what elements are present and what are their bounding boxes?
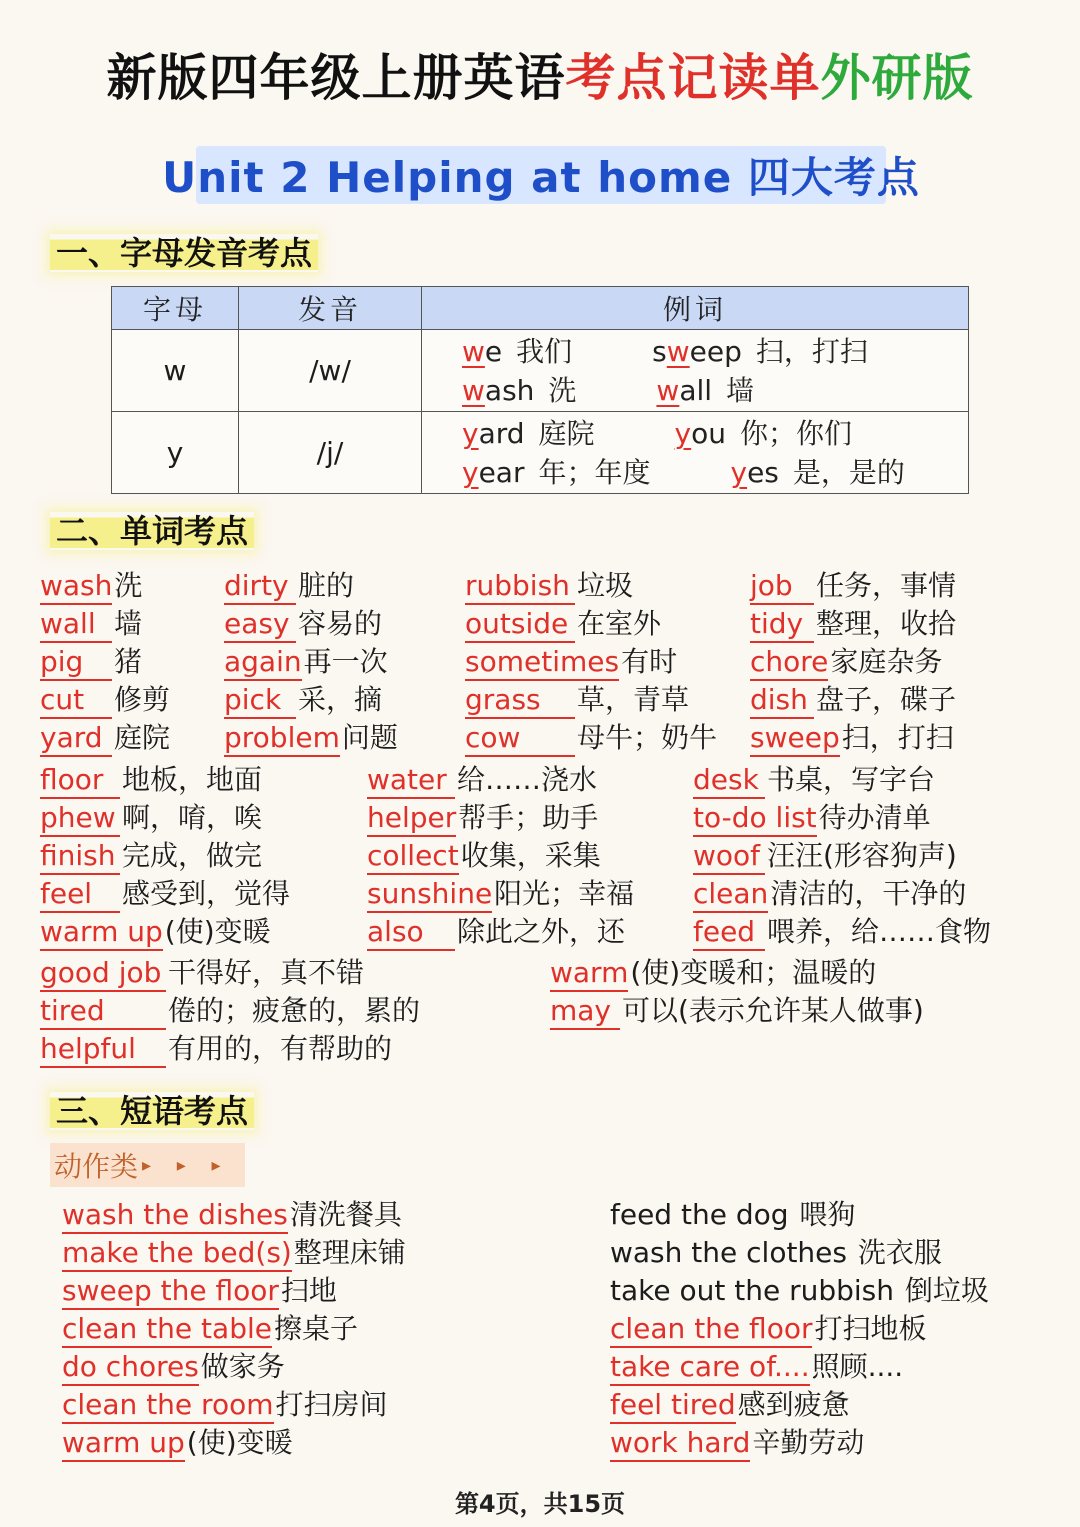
example-highlight: w: [656, 373, 680, 407]
phrase-cn: (使)变暖: [186, 1426, 293, 1459]
phrase-cn: 辛勤劳动: [752, 1426, 865, 1459]
vocab-word: may: [550, 994, 620, 1030]
example-suffix: es: [747, 455, 779, 489]
vocab-item: [224, 678, 382, 719]
vocab-meaning: 草，青草: [577, 683, 690, 716]
phonics-table: [111, 286, 969, 494]
vocab-item: [750, 640, 942, 681]
example-suffix: ou: [691, 416, 727, 450]
vocab-row: [0, 910, 1080, 948]
example-meaning: 庭院: [538, 416, 595, 450]
vocab-meaning: 汪汪(形容狗声): [767, 839, 957, 872]
example-highlight: w: [666, 334, 690, 368]
vocab-item: [465, 716, 717, 757]
phrase-item: [62, 1231, 406, 1272]
vocab-meaning: 可以(表示允许某人做事): [622, 994, 924, 1027]
phonics-row: [112, 412, 969, 494]
vocab-word: helpful: [40, 1032, 166, 1068]
vocab-meaning: 容易的: [298, 607, 383, 640]
phrase-en: make the bed(s): [62, 1236, 292, 1272]
phonics-sound: /j/: [239, 412, 422, 494]
vocab-meaning: 问题: [341, 721, 398, 754]
vocab-item: [550, 951, 876, 992]
title-black: 新版四年级上册英语: [106, 49, 566, 107]
example-line: [462, 414, 968, 453]
phrase-row: [0, 1193, 1080, 1231]
phrase-cn: 扫地: [280, 1274, 337, 1307]
example-en: [675, 417, 726, 450]
vocab-word: warm up: [40, 915, 163, 951]
section-heading-phrases: 三、短语考点: [50, 1086, 254, 1132]
vocab-meaning: 家庭杂务: [830, 645, 943, 678]
vocab-word: sunshine: [367, 877, 492, 913]
vocab-item: [465, 564, 633, 605]
phrase-item: [610, 1421, 864, 1462]
phrase-en: sweep the floor: [62, 1274, 279, 1310]
vocab-item: [40, 951, 364, 992]
phonics-sound: /w/: [239, 330, 422, 412]
example-suffix: ear: [478, 455, 525, 489]
vocab-item: [40, 640, 142, 681]
vocab-word: outside: [465, 607, 575, 643]
phrase-item: [610, 1231, 942, 1271]
vocab-item: [367, 834, 601, 875]
vocab-word: dish: [750, 683, 814, 719]
vocab-item: [550, 989, 924, 1030]
example-meaning: 是，是的: [792, 455, 905, 489]
phrase-row: [0, 1269, 1080, 1307]
vocab-word: also: [367, 915, 455, 951]
vocab-row: [0, 951, 1080, 989]
example-meaning: 你；你们: [740, 416, 853, 450]
vocab-meaning: 整理，收拾: [816, 607, 957, 640]
example-highlight: w: [462, 334, 485, 368]
vocab-item: [40, 1027, 392, 1068]
phrase-cn: 清洗餐具: [289, 1198, 402, 1231]
vocab-meaning: 书桌，写字台: [767, 763, 936, 796]
vocab-item: [40, 602, 142, 643]
vocab-word: finish: [40, 839, 120, 875]
phrase-cn: 打扫房间: [275, 1388, 388, 1421]
example-highlight: w: [462, 373, 485, 407]
example-highlight: y: [674, 416, 692, 450]
vocab-meaning: 完成，做完: [122, 839, 263, 872]
vocab-item: [40, 989, 420, 1030]
vocab-word: feel: [40, 877, 120, 913]
vocab-meaning: 洗: [114, 569, 143, 602]
vocab-meaning: 垃圾: [577, 569, 634, 602]
vocab-row: [0, 716, 1080, 754]
page-footer: 第4页，共15页: [454, 1490, 626, 1518]
vocab-item: [40, 678, 170, 719]
vocab-word: clean: [693, 877, 768, 913]
phrase-category-label: 动作类: [54, 1150, 139, 1183]
arrow-icons: ▸ ▸ ▸: [142, 1154, 231, 1176]
vocab-meaning: 喂养，给……食物: [767, 915, 992, 948]
example-suffix: eep: [689, 334, 742, 368]
vocab-meaning: (使)变暖: [164, 915, 271, 948]
phrase-row: [0, 1345, 1080, 1383]
phrase-cn: 打扫地板: [814, 1312, 927, 1345]
phrase-item: [62, 1345, 285, 1386]
page-title: [0, 38, 1080, 110]
vocab-meaning: 啊，唷，唉: [122, 801, 263, 834]
phrase-en: clean the room: [62, 1388, 274, 1424]
vocab-meaning: (使)变暖和；温暖的: [630, 956, 877, 989]
phrase-cn: 整理床铺: [293, 1236, 406, 1269]
phrase-en: work hard: [610, 1426, 750, 1462]
vocab-item: [693, 796, 931, 837]
vocab-meaning: 待办清单: [818, 801, 931, 834]
vocab-meaning: 墙: [114, 607, 143, 640]
example-word: [652, 332, 868, 371]
example-word: [462, 414, 595, 453]
example-line: [462, 332, 968, 371]
phrase-en: wash the dishes: [62, 1198, 288, 1234]
vocab-meaning: 扫，打扫: [841, 721, 954, 754]
vocab-word: dirty: [224, 569, 296, 605]
vocab-meaning: 采，摘: [298, 683, 383, 716]
vocab-item: [40, 796, 262, 837]
vocab-word: desk: [693, 763, 765, 799]
phonics-letter: w: [112, 330, 239, 412]
vocab-word: cut: [40, 683, 112, 719]
example-suffix: all: [679, 373, 713, 407]
vocab-word: wall: [40, 607, 112, 643]
phonics-examples: [422, 330, 969, 412]
vocab-word: chore: [750, 645, 828, 681]
phrase-item: [62, 1307, 358, 1348]
phrase-item: [62, 1269, 337, 1310]
vocab-item: [367, 872, 634, 913]
phrase-row: [0, 1383, 1080, 1421]
phrase-item: [610, 1345, 903, 1386]
phonics-row: [112, 330, 969, 412]
vocab-item: [40, 758, 262, 799]
example-meaning: 年；年度: [538, 455, 651, 489]
vocab-word: warm: [550, 956, 628, 992]
phrase-en: clean the floor: [610, 1312, 812, 1348]
example-suffix: ard: [478, 416, 525, 450]
vocab-word: sweep: [750, 721, 840, 757]
vocab-meaning: 地板，地面: [122, 763, 263, 796]
vocab-meaning: 在室外: [577, 607, 662, 640]
vocab-word: pig: [40, 645, 112, 681]
vocab-meaning: 阳光；幸福: [494, 877, 635, 910]
vocab-meaning: 修剪: [114, 683, 171, 716]
vocab-word: helper: [367, 801, 456, 837]
vocab-word: wash: [40, 569, 112, 605]
vocab-row: [0, 640, 1080, 678]
vocab-item: [750, 678, 956, 719]
phonics-header-row: [112, 287, 969, 330]
example-en: [462, 374, 534, 407]
vocab-row: [0, 564, 1080, 602]
vocab-item: [750, 564, 956, 605]
example-en: [652, 335, 742, 368]
vocab-word: phew: [40, 801, 120, 837]
vocab-item: [693, 758, 935, 799]
phrase-item: [610, 1193, 855, 1233]
vocab-word: grass: [465, 683, 575, 719]
example-word: [656, 371, 754, 410]
vocab-meaning: 给……浇水: [457, 763, 598, 796]
vocab-word: easy: [224, 607, 296, 643]
vocab-item: [465, 640, 677, 681]
example-en: [462, 335, 502, 368]
vocab-meaning: 盘子，碟子: [816, 683, 957, 716]
vocab-meaning: 有时: [621, 645, 678, 678]
example-suffix: ash: [484, 373, 535, 407]
section-heading-phonics: 一、字母发音考点: [50, 228, 318, 274]
vocab-word: job: [750, 569, 814, 605]
example-en: [731, 456, 779, 489]
vocab-meaning: 清洁的，干净的: [770, 877, 967, 910]
vocab-meaning: 再一次: [303, 645, 388, 678]
phrase-cn: 感到疲惫: [737, 1388, 850, 1421]
phrase-cn: 照顾....: [811, 1350, 904, 1383]
title-red: 考点记读单: [565, 49, 821, 107]
vocab-row: [0, 796, 1080, 834]
vocab-meaning: 收集，采集: [460, 839, 601, 872]
vocab-item: [40, 564, 142, 605]
example-meaning: 扫，打扫: [755, 334, 868, 368]
example-highlight: y: [730, 455, 748, 489]
vocab-meaning: 庭院: [114, 721, 171, 754]
phrase-item: [610, 1307, 926, 1348]
phrase-row: [0, 1421, 1080, 1459]
vocab-item: [224, 564, 354, 605]
vocab-meaning: 任务，事情: [816, 569, 957, 602]
phrase-item: [610, 1269, 989, 1309]
phrase-cn: 洗衣服: [849, 1236, 942, 1269]
phrase-en: warm up: [62, 1426, 185, 1462]
phrase-row: [0, 1307, 1080, 1345]
title-green: 外研版: [820, 49, 974, 107]
vocab-meaning: 有用的，有帮助的: [168, 1032, 393, 1065]
example-meaning: 洗: [548, 373, 577, 407]
header-sound: 发音: [239, 287, 422, 330]
vocab-item: [465, 678, 689, 719]
phrase-en: take out the rubbish: [610, 1274, 895, 1307]
example-prefix: s: [652, 334, 667, 368]
example-word: [462, 453, 651, 492]
example-meaning: 我们: [516, 334, 573, 368]
phrase-en: take care of....: [610, 1350, 810, 1386]
vocab-meaning: 感受到，觉得: [122, 877, 291, 910]
vocab-item: [224, 602, 382, 643]
vocab-item: [367, 796, 598, 837]
header-examples: 例词: [422, 287, 969, 330]
vocab-row: [0, 989, 1080, 1027]
unit-banner: Unit 2 Helping at home 四大考点: [196, 146, 886, 204]
phrase-item: [610, 1383, 850, 1424]
example-meaning: 墙: [726, 373, 755, 407]
vocab-meaning: 除此之外，还: [457, 915, 626, 948]
header-letter: 字母: [112, 287, 239, 330]
example-en: [656, 374, 712, 407]
vocab-item: [693, 834, 957, 875]
example-suffix: e: [484, 334, 503, 368]
vocab-item: [367, 758, 597, 799]
phrase-en: wash the clothes: [610, 1236, 847, 1269]
vocab-word: good job: [40, 956, 166, 992]
vocab-meaning: 干得好，真不错: [168, 956, 365, 989]
vocab-row: [0, 678, 1080, 716]
vocab-word: feed: [693, 915, 765, 951]
vocab-item: [40, 910, 271, 951]
phrase-en: feel tired: [610, 1388, 736, 1424]
vocab-item: [224, 640, 388, 681]
example-highlight: y: [462, 416, 479, 450]
phrase-en: clean the table: [62, 1312, 272, 1348]
vocab-word: sometimes: [465, 645, 619, 681]
phrase-item: [62, 1383, 388, 1424]
phonics-examples: [422, 412, 969, 494]
vocab-word: woof: [693, 839, 765, 875]
example-word: [462, 332, 572, 371]
vocab-word: to-do list: [693, 801, 817, 837]
example-line: [462, 453, 968, 492]
phrase-cn: 做家务: [200, 1350, 285, 1383]
vocab-item: [750, 716, 954, 757]
vocab-meaning: 母牛；奶牛: [577, 721, 718, 754]
vocab-item: [465, 602, 661, 643]
vocab-word: rubbish: [465, 569, 575, 605]
phrase-cn: 擦桌子: [273, 1312, 358, 1345]
vocab-meaning: 倦的；疲惫的，累的: [168, 994, 421, 1027]
vocab-word: pick: [224, 683, 296, 719]
phrase-item: [62, 1421, 293, 1462]
vocab-word: again: [224, 645, 302, 681]
example-line: [462, 371, 968, 410]
example-en: [462, 417, 525, 450]
phrase-en: feed the dog: [610, 1198, 789, 1231]
phrase-cn: 喂狗: [790, 1198, 856, 1231]
vocab-item: [750, 602, 956, 643]
phrase-category-tag: [50, 1143, 245, 1187]
vocab-meaning: 帮手；助手: [458, 801, 599, 834]
vocab-meaning: 猪: [114, 645, 143, 678]
vocab-word: tired: [40, 994, 166, 1030]
phonics-letter: y: [112, 412, 239, 494]
vocab-item: [40, 716, 170, 757]
vocab-item: [224, 716, 398, 757]
vocab-item: [367, 910, 625, 951]
phrase-en: do chores: [62, 1350, 199, 1386]
vocab-word: yard: [40, 721, 112, 757]
vocab-row: [0, 872, 1080, 910]
vocab-row: [0, 834, 1080, 872]
phrase-cn: 倒垃圾: [896, 1274, 989, 1307]
vocab-row: [0, 1027, 1080, 1065]
vocab-word: problem: [224, 721, 340, 757]
vocab-word: cow: [465, 721, 575, 757]
vocab-row: [0, 602, 1080, 640]
example-word: [675, 414, 852, 453]
vocab-item: [693, 872, 966, 913]
example-word: [731, 453, 905, 492]
vocab-item: [40, 872, 290, 913]
vocab-item: [693, 910, 991, 951]
example-word: [462, 371, 576, 410]
phrase-row: [0, 1231, 1080, 1269]
vocab-row: [0, 758, 1080, 796]
vocab-word: floor: [40, 763, 120, 799]
vocab-meaning: 脏的: [298, 569, 355, 602]
section-heading-vocab: 二、单词考点: [50, 506, 254, 552]
vocab-word: tidy: [750, 607, 814, 643]
example-highlight: y: [462, 455, 479, 489]
example-en: [462, 456, 524, 489]
phrase-item: [62, 1193, 402, 1234]
vocab-word: water: [367, 763, 455, 799]
vocab-word: collect: [367, 839, 459, 875]
vocab-item: [40, 834, 262, 875]
